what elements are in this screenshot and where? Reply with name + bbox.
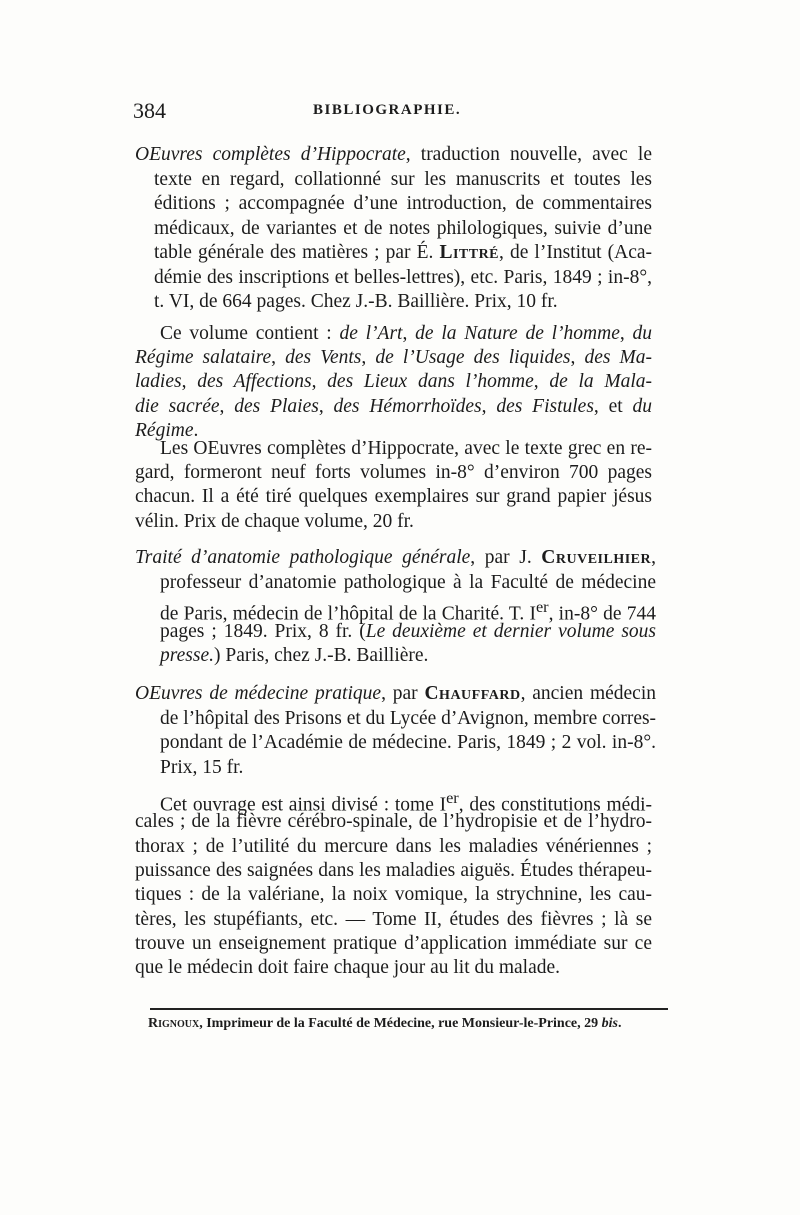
text-line: die sacrée, des Plaies, des Hémorrhoïdes, des Fistules, et du	[135, 395, 653, 417]
text-line: Régime.	[135, 419, 199, 441]
text-line: Les OEuvres complètes d’Hippocrate, avec le texte grec en re-	[160, 438, 652, 459]
text-line: OEuvres de médecine pratique, par Chauffard, ancien médecin	[135, 683, 656, 704]
text-line: gard, formeront neuf forts volumes in-8° d’environ 700 pages	[135, 462, 652, 484]
text-line: table générale des matières ; par É. Littré, de l’Institut (Aca-	[154, 242, 653, 263]
text-line: de l’hôpital des Prisons et du Lycée d’Avignon, membre corres-	[160, 707, 656, 729]
text-line: Traité d’anatomie pathologique générale, par J. Cruveilhier,	[135, 547, 656, 568]
text-line: Ce volume contient : de l’Art, de la Nature de l’homme, du	[160, 323, 653, 344]
running-title: BIBLIOGRAPHIE.	[313, 102, 462, 118]
imprint-end: .	[617, 1016, 622, 1031]
text-line: puissance des saignées dans les maladies aiguës. Études thérapeu-	[135, 859, 652, 881]
text-line: que le médecin doit faire chaque jour au lit du malade.	[135, 957, 561, 979]
printer-name: Rignoux	[148, 1016, 200, 1031]
text-line: Cet ouvrage est ainsi divisé : tome Ier, des constitutions médi-	[160, 789, 652, 816]
running-head	[133, 98, 673, 126]
text-line: vélin. Prix de chaque volume, 20 fr.	[135, 510, 414, 532]
text-line: t. VI, de 664 pages. Chez J.-B. Baillière. Prix, 10 fr.	[154, 291, 558, 312]
text-line: texte en regard, collationné sur les manuscrits et toutes les	[154, 168, 652, 190]
text-line: pages ; 1849. Prix, 8 fr. (Le deuxième et dernier volume sous	[160, 620, 656, 642]
text-line: ladies, des Affections, des Lieux dans l’homme, de la Mala-	[135, 371, 653, 393]
text-line: tères, les stupéfiants, etc. — Tome II, études des fièvres ; là se	[135, 908, 652, 930]
text-line: pondant de l’Académie de médecine. Paris, 1849 ; 2 vol. in-8°.	[160, 732, 656, 753]
text-line: Régime salataire, des Vents, de l’Usage des liquides, des Ma-	[135, 347, 653, 369]
page-number: 384	[133, 98, 166, 123]
text-line: démie des inscriptions et belles-lettres), etc. Paris, 1849 ; in-8°,	[154, 266, 652, 288]
text-line: cales ; de la fièvre cérébro-spinale, de l’hydropisie et de l’hydro-	[135, 811, 652, 833]
text-line: presse.) Paris, chez J.-B. Baillière.	[160, 645, 429, 666]
printer-imprint	[148, 1016, 621, 1032]
imprint-text: , Imprimeur de la Faculté de Médecine, rue Monsieur-le-Prince, 29	[199, 1016, 602, 1031]
text-line: Prix, 15 fr.	[160, 756, 244, 778]
text-line: trouve un enseignement pratique d’application immédiate sur ce	[135, 932, 652, 954]
text-line: de Paris, médecin de l’hôpital de la Charité. T. Ier, in-8° de 744	[160, 598, 656, 625]
text-line: professeur d’anatomie pathologique à la Faculté de médecine	[160, 571, 656, 593]
text-line: chacun. Il a été tiré quelques exemplaires sur grand papier jésus	[135, 486, 652, 508]
imprint-bis: bis	[601, 1016, 618, 1031]
text-line: OEuvres complètes d’Hippocrate, traduction nouvelle, avec le	[135, 144, 652, 165]
text-line: thorax ; de l’utilité du mercure dans les maladies vénériennes ;	[135, 835, 652, 857]
text-line: médicaux, de variantes et de notes philologiques, suivie d’une	[154, 217, 652, 239]
text-line: tiques : de la valériane, la noix vomique, la strychnine, les cau-	[135, 884, 652, 906]
text-line: éditions ; accompagnée d’une introduction, de commentaires	[154, 193, 652, 214]
footer-rule	[150, 1008, 668, 1010]
